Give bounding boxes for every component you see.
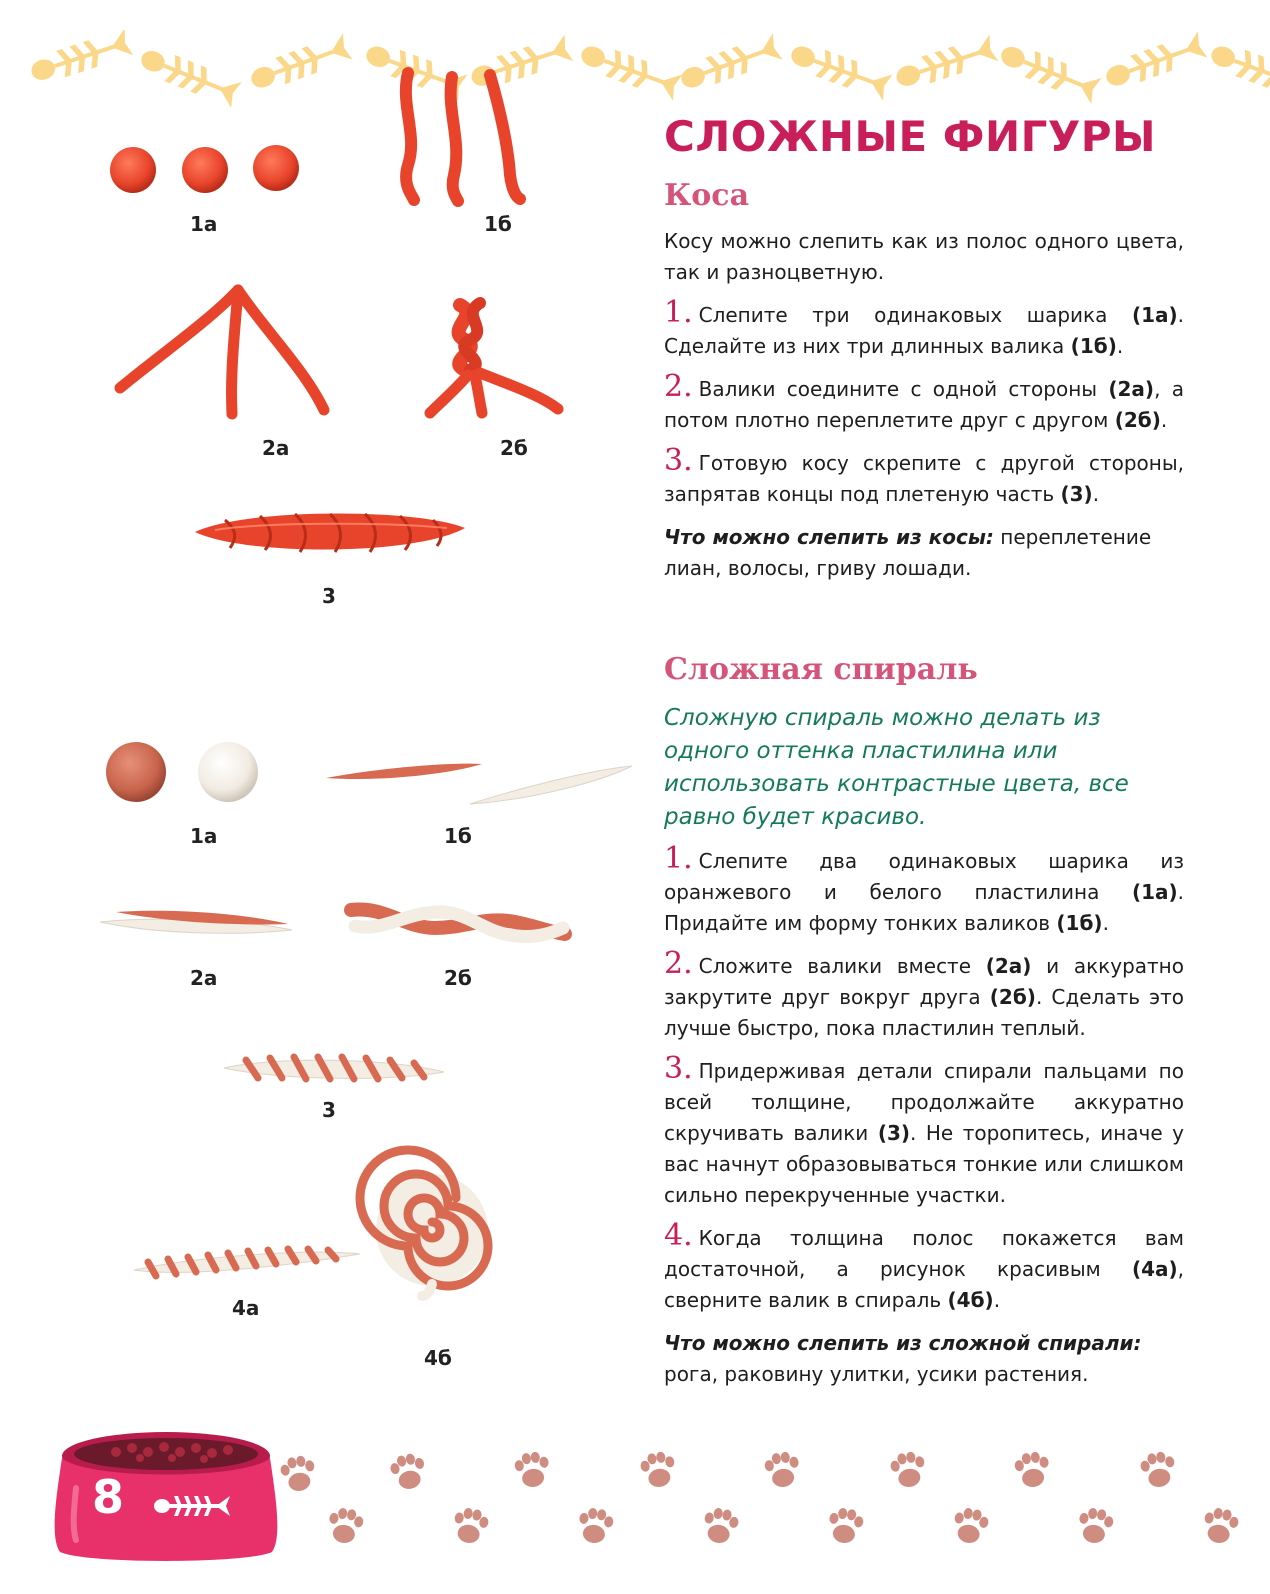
figure-label: 2б	[500, 436, 528, 460]
paw-print-icon	[639, 1450, 678, 1490]
spiral-step-2	[664, 946, 1184, 1044]
clay-ball	[110, 147, 156, 193]
figure-ref: (1а)	[1131, 880, 1178, 904]
figure-ref: (1б)	[1070, 334, 1117, 358]
figure-label: 1б	[444, 824, 472, 848]
spiral-text	[664, 841, 1184, 1402]
clay-ball	[253, 145, 299, 191]
page-number: 8	[91, 1470, 124, 1524]
spiral-fig-3	[218, 1046, 448, 1090]
fishbone-icon	[1102, 31, 1207, 92]
fishbone-border	[0, 30, 1270, 110]
step-text: . Не торопитесь, иначе у вас начнут образовываться тонкие или слишком сильно перекрученные участки.	[664, 1121, 1184, 1207]
step-text: Слепите три одинаковых шарика	[698, 303, 1132, 327]
paw-print-icon	[826, 1506, 864, 1545]
braid-fig-1b	[390, 65, 540, 215]
clay-ball	[182, 147, 228, 193]
paw-print-icon	[889, 1450, 928, 1490]
braid-fig-2b	[420, 285, 570, 425]
fishbone-icon	[997, 40, 1102, 104]
paw-print-icon	[1076, 1506, 1114, 1545]
figure-ref: (4а)	[1131, 1257, 1178, 1281]
braid-text	[664, 226, 1184, 596]
fishbone-icon	[893, 35, 999, 93]
clay-ball	[198, 742, 258, 802]
step-text: Сложите валики вместе	[698, 954, 986, 978]
fishbone-icon	[137, 44, 242, 108]
figure-ref: (2а)	[985, 954, 1032, 978]
spiral-fig-2b	[345, 898, 570, 953]
step-text: .	[1092, 482, 1100, 506]
spiral-heading: Сложная спираль	[664, 652, 978, 687]
figure-label: 2а	[190, 966, 218, 990]
paw-print-icon	[326, 1506, 364, 1545]
fishbone-icon	[28, 30, 134, 87]
figure-ref: (4б)	[947, 1288, 994, 1312]
step-text: , сверните валик в спираль	[664, 1257, 1184, 1312]
figure-ref: (1б)	[1056, 911, 1103, 935]
paw-print-icon	[701, 1506, 740, 1546]
step-number: 2.	[664, 946, 693, 981]
figure-label: 1б	[484, 212, 512, 236]
braid-step-2	[664, 369, 1184, 436]
step-text: . Сделать это лучше быстро, пока пластилин теплый.	[664, 985, 1184, 1040]
figure-ref: (2б)	[989, 985, 1036, 1009]
braid-heading: Коса	[664, 178, 750, 213]
step-number: 4.	[664, 1218, 693, 1253]
spiral-step-1	[664, 841, 1184, 939]
spiral-step-4	[664, 1218, 1184, 1316]
spiral-fig-4a	[130, 1240, 365, 1290]
fishbone-icon	[787, 40, 892, 101]
spiral-intro: Сложную спираль можно делать из одного оттенка пластилина или использовать контрастные цвета, все равно будет красиво.	[664, 705, 1129, 830]
braid-question	[664, 522, 1184, 584]
spiral-fig-1a	[100, 740, 270, 810]
step-text: .	[1116, 334, 1124, 358]
paw-print-icon	[1201, 1506, 1240, 1546]
figure-ref: (2б)	[1114, 408, 1161, 432]
question-answer: переплетение лиан, волосы, гриву лошади.	[664, 525, 1152, 580]
paw-border	[260, 1440, 1270, 1580]
paw-print-icon	[951, 1506, 990, 1546]
paw-print-icon	[1139, 1450, 1178, 1490]
step-text: .	[1160, 408, 1168, 432]
page-title: СЛОЖНЫЕ ФИГУРЫ	[664, 112, 1157, 161]
step-text: . Придайте им форму тонких валиков	[664, 880, 1184, 935]
braid-step-1	[664, 295, 1184, 362]
figure-label: 2а	[262, 436, 290, 460]
braid-fig-2a	[110, 280, 340, 430]
step-text: и аккуратно закрутите друг вокруг друга	[664, 954, 1184, 1009]
fishbone-icon	[577, 40, 682, 101]
spiral-fig-4b	[370, 1168, 495, 1298]
figure-label: 3	[322, 584, 336, 608]
step-text: .	[1102, 911, 1109, 935]
question-label: Что можно слепить из сложной спирали:	[664, 1331, 1142, 1355]
figure-label: 2б	[444, 966, 472, 990]
figure-label: 3	[322, 1098, 336, 1122]
step-number: 1.	[664, 295, 693, 330]
fishbone-icon	[1207, 40, 1270, 101]
fishbone-icon	[247, 33, 352, 94]
step-number: 3.	[664, 443, 693, 478]
clay-ball	[106, 742, 166, 802]
paw-print-icon	[388, 1451, 428, 1492]
figure-ref: (3)	[1060, 482, 1093, 506]
figure-ref: (3)	[877, 1121, 911, 1145]
question-label: Что можно слепить из косы:	[664, 525, 994, 549]
figure-label: 1а	[190, 212, 218, 236]
paw-print-icon	[279, 1454, 318, 1494]
step-number: 1.	[664, 841, 693, 876]
question-answer: рога, раковину улитки, усики растения.	[664, 1362, 1089, 1386]
step-text: Валики соедините с одной стороны	[698, 377, 1109, 401]
paw-print-icon	[763, 1450, 801, 1489]
spiral-question	[664, 1328, 1184, 1390]
step-number: 3.	[664, 1051, 693, 1086]
fishbone-icon	[677, 33, 782, 94]
figure-label: 4б	[424, 1346, 452, 1370]
step-text: , а потом плотно переплетите друг с другом	[664, 377, 1184, 432]
figure-label: 1а	[190, 824, 218, 848]
figure-ref: (1а)	[1131, 303, 1178, 327]
braid-fig-3	[185, 490, 475, 570]
spiral-fig-1b	[320, 752, 640, 812]
figure-ref: (2а)	[1108, 377, 1155, 401]
step-text: Когда толщина полос покажется вам достаточной, а рисунок красивым	[664, 1226, 1184, 1281]
braid-step-3	[664, 443, 1184, 510]
step-text: Придерживая детали спирали пальцами по всей толщине, продолжайте аккуратно скручивать валики	[664, 1059, 1184, 1145]
paw-print-icon	[451, 1506, 490, 1546]
spiral-step-3	[664, 1051, 1184, 1211]
paw-print-icon	[1013, 1450, 1051, 1489]
step-text: .	[993, 1288, 1001, 1312]
figure-label: 4а	[232, 1296, 260, 1320]
spiral-fig-2a	[96, 898, 296, 948]
step-number: 2.	[664, 369, 693, 404]
step-text: . Сделайте из них три длинных валика	[664, 303, 1184, 358]
braid-fig-1a	[100, 130, 330, 210]
step-text: Слепите два одинаковых шарика из оранжевого и белого пластилина	[664, 849, 1184, 904]
paw-print-icon	[576, 1506, 614, 1545]
paw-print-icon	[513, 1450, 551, 1489]
step-text: Готовую косу скрепите с другой стороны, запрятав концы под плетеную часть	[664, 451, 1184, 506]
braid-intro: Косу можно слепить как из полос одного цвета, так и разноцветную.	[664, 229, 1184, 284]
